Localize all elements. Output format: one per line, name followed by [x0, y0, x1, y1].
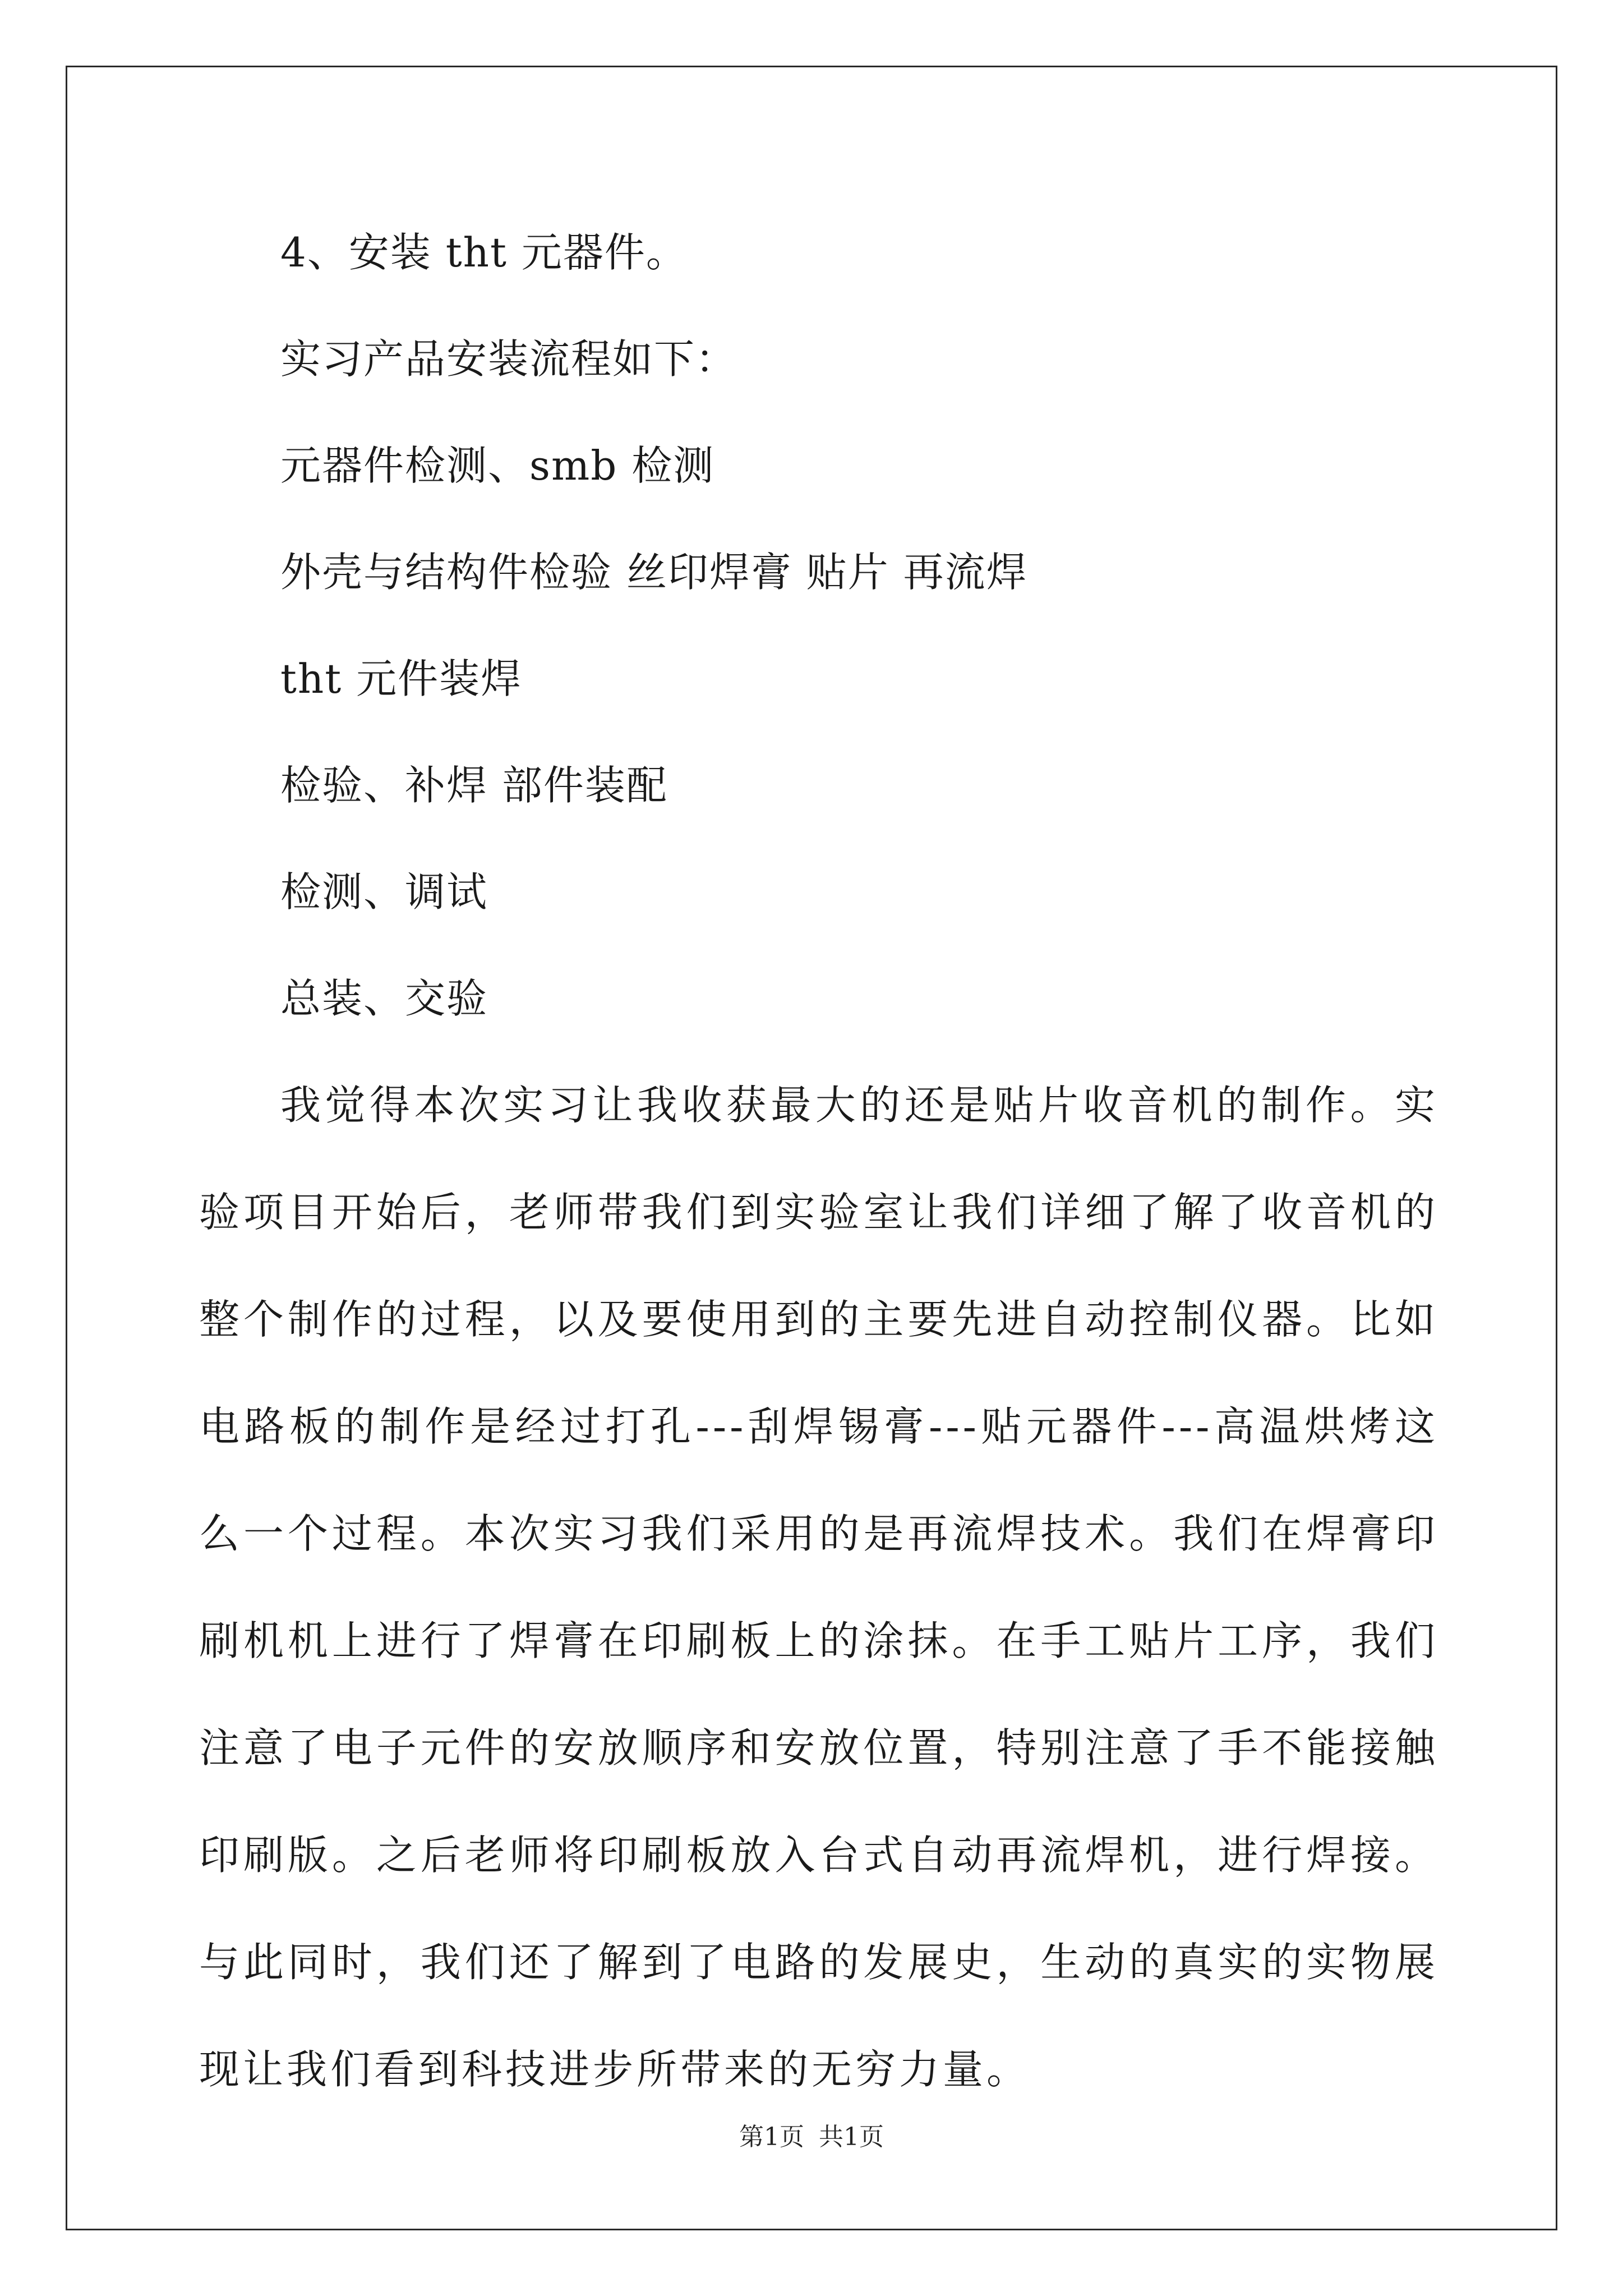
page-total: 共1页	[819, 2123, 884, 2151]
body-paragraph: 我觉得本次实习让我收获最大的还是贴片收音机的制作。实验项目开始后，老师带我们到实验室让我们详细了解了收音机的整个制作的过程，以及要使用到的主要先进自动控制仪器。比如电路板的制作是经过打孔---刮焊锡膏---贴元器件---高温烘烤这么一个过程。本次实习我们采用的是再流焊技术。我们在焊膏印刷机机上进行了焊膏在印刷板上的涂抹。在手工贴片工序，我们注意了电子元件的安放顺序和安放位置，特别注意了手不能接触印刷版。之后老师将印刷板放入台式自动再流焊机，进行焊接。与此同时，我们还了解到了电路的发展史，生动的真实的实物展现让我们看到科技进步所带来的无穷力量。	[199, 1082, 1438, 2093]
text-line-final-assembly: 总装、交验	[280, 975, 488, 1022]
text-line-test-debug: 检测、调试	[280, 868, 488, 915]
page-number: 第1页	[739, 2123, 804, 2151]
text-line-repair-assembly: 检验、补焊 部件装配	[280, 762, 668, 809]
text-line-tht-soldering: tht 元件装焊	[280, 655, 523, 702]
text-line-process-intro: 实习产品安装流程如下：	[280, 335, 737, 383]
text-line-shell-inspection: 外壳与结构件检验 丝印焊膏 贴片 再流焊	[280, 549, 1028, 596]
text-line-component-check: 元器件检测、smb 检测	[280, 442, 715, 489]
page-footer	[0, 2120, 1623, 2154]
text-line-install-tht: 4、安装 tht 元器件。	[280, 229, 688, 276]
